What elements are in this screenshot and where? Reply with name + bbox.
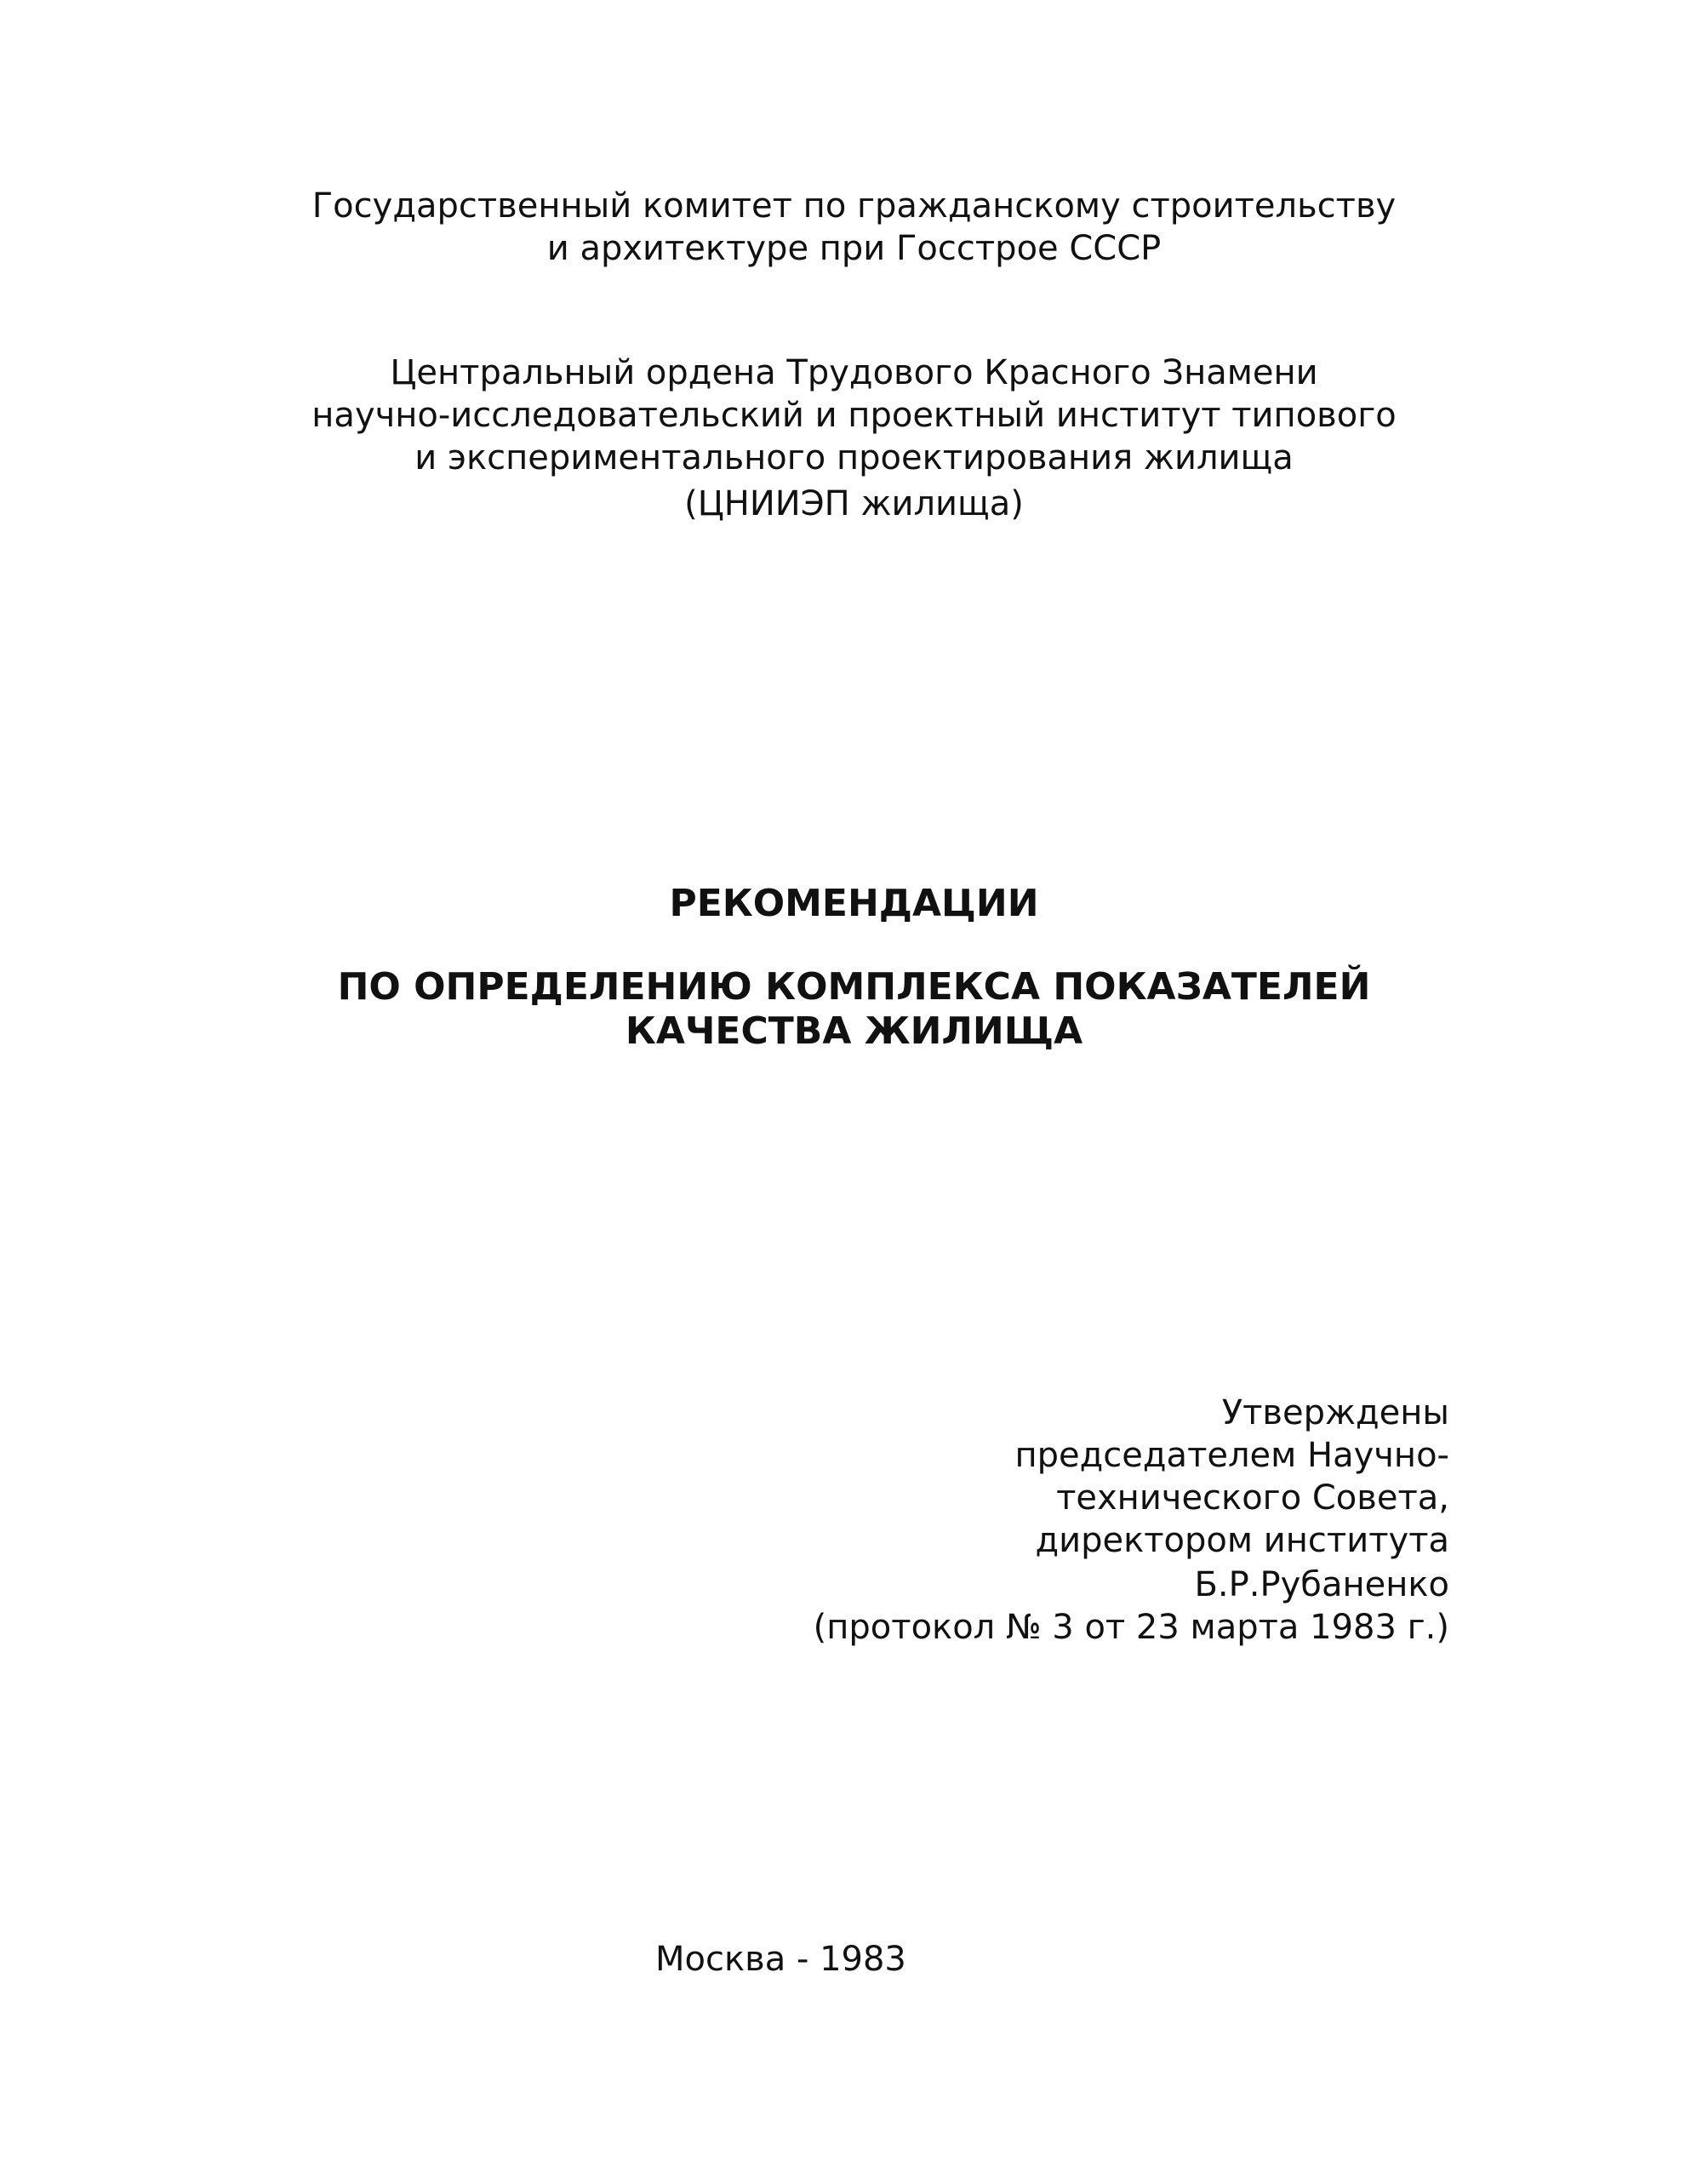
title-subtitle-line: ПО ОПРЕДЕЛЕНИЮ КОМПЛЕКСА ПОКАЗАТЕЛЕЙ xyxy=(337,965,1371,1009)
title-subtitle-line: КАЧЕСТВА ЖИЛИЩА xyxy=(625,1009,1083,1053)
institute-line: и экспериментального проектирования жилища xyxy=(414,438,1294,477)
approval-line: технического Совета, xyxy=(1056,1478,1449,1518)
institute-abbreviation: (ЦНИИЭП жилища) xyxy=(684,484,1024,523)
committee-line: и архитектуре при Госстрое СССР xyxy=(546,229,1162,268)
institute-line: научно-исследовательский и проектный институт типового xyxy=(311,396,1397,435)
approval-line: председателем Научно- xyxy=(1014,1436,1449,1475)
approver-name: Б.Р.Рубаненко xyxy=(1194,1565,1449,1604)
approval-line: Утверждены xyxy=(1221,1393,1449,1432)
committee-line: Государственный комитет по гражданскому строительству xyxy=(311,186,1397,226)
title-main: РЕКОМЕНДАЦИИ xyxy=(669,882,1039,925)
approval-line: директором института xyxy=(1035,1521,1449,1560)
institute-line: Центральный ордена Трудового Красного Знамени xyxy=(390,353,1318,392)
protocol-reference: (протокол № 3 от 23 марта 1983 г.) xyxy=(813,1608,1449,1647)
place-year: Москва - 1983 xyxy=(655,1940,906,1979)
